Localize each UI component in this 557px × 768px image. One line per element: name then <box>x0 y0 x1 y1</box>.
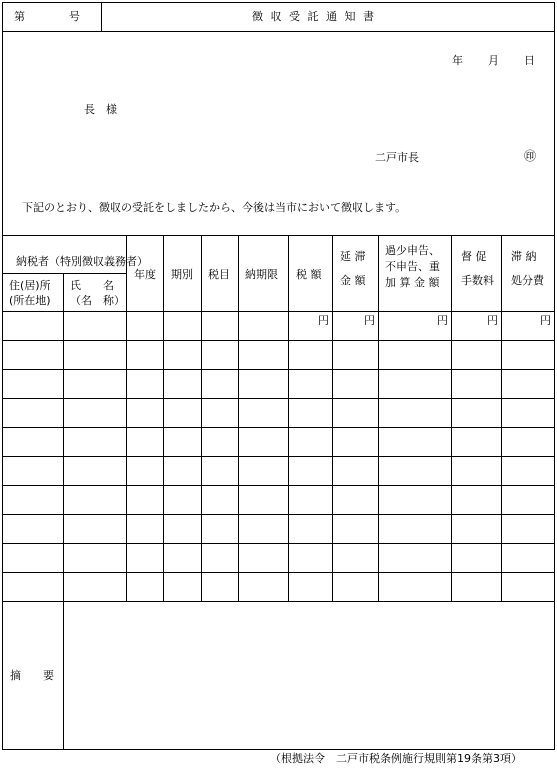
column-divider <box>288 235 289 601</box>
remarks-label: 摘 要 <box>10 669 54 682</box>
header-tax-item: 税目 <box>208 268 230 281</box>
header-period: 期別 <box>171 268 193 281</box>
header-name: 氏 名 （名 称） <box>70 279 125 307</box>
date-line: 年 月 日 <box>452 54 536 67</box>
column-divider <box>63 273 64 749</box>
table-row <box>2 543 554 544</box>
table-row <box>2 485 554 486</box>
sender-name: 二戸市長 <box>375 151 419 164</box>
unit-yen-label: 円 <box>318 314 329 327</box>
table-row <box>2 572 554 573</box>
column-divider <box>126 235 127 601</box>
header-year: 年度 <box>134 268 156 281</box>
header-due-date: 納期限 <box>245 268 278 281</box>
table-row <box>2 456 554 457</box>
table-left-border <box>2 235 3 749</box>
unit-yen-label: 円 <box>437 314 448 327</box>
notice-body-text: 下記のとおり、徴収の受託をしましたから、今後は当市において徴収します。 <box>22 201 407 214</box>
column-divider <box>501 235 502 601</box>
column-divider <box>332 235 333 601</box>
table-row <box>2 398 554 399</box>
header-additional-tax: 過少申告、 不申告、重 加 算 金 額 <box>385 244 440 289</box>
unit-row-line <box>2 340 554 341</box>
column-divider <box>451 235 452 601</box>
header-demand-fee: 督 促 手数料 <box>461 250 494 287</box>
addressee: 長 様 <box>84 103 117 116</box>
header-disposition-cost: 滞 納 処分費 <box>511 250 544 287</box>
table-right-border <box>554 235 555 749</box>
column-divider <box>201 235 202 601</box>
header-tax-amount: 税 額 <box>296 268 322 281</box>
table-row <box>2 427 554 428</box>
column-divider <box>378 235 379 601</box>
unit-yen-label: 円 <box>540 314 551 327</box>
table-top-border <box>2 235 554 236</box>
taxpayer-split-line <box>2 273 126 274</box>
column-divider <box>238 235 239 601</box>
table-row <box>2 369 554 370</box>
table-bottom-border <box>2 749 555 750</box>
seal-mark: ㊞ <box>524 149 537 163</box>
unit-yen-label: 円 <box>487 314 498 327</box>
document-number-label: 第 号 <box>14 10 80 23</box>
unit-yen-label: 円 <box>364 314 375 327</box>
legal-basis-footer: （根拠法令 二戸市税条例施行規則第19条第3項） <box>270 752 522 765</box>
header-address: 住(居)所 (所在地) <box>9 279 51 307</box>
table-row <box>2 601 554 602</box>
header-bottom-line <box>2 311 554 312</box>
table-row <box>2 514 554 515</box>
document-title: 徴 収 受 託 通 知 書 <box>252 10 376 23</box>
header-delinquency: 延 滞 金 額 <box>340 250 366 287</box>
column-divider <box>163 235 164 601</box>
header-taxpayer: 納税者（特別徴収義務者） <box>16 255 148 268</box>
